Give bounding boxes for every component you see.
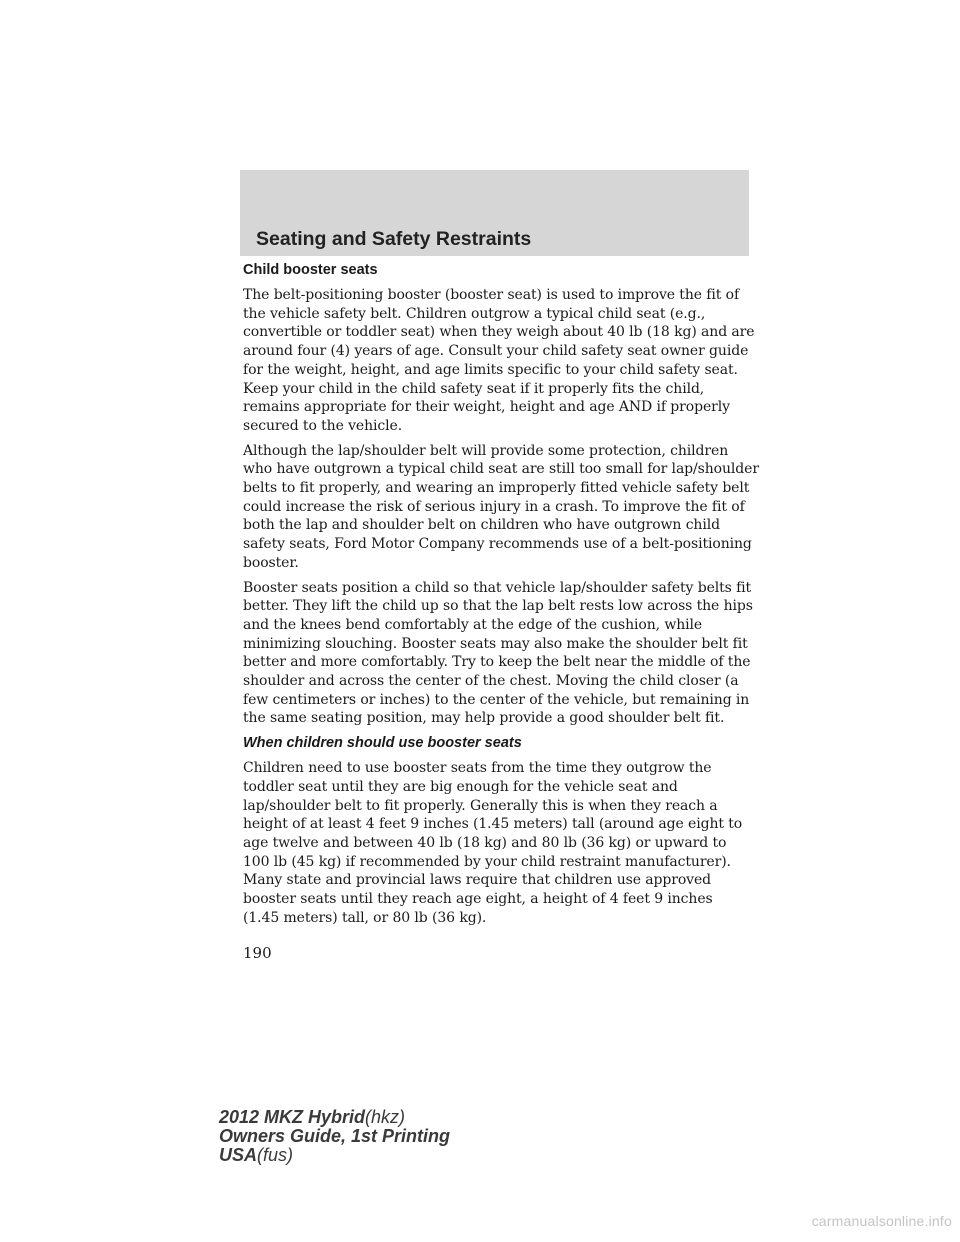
section-header-band [240,170,749,256]
text-line: Although the lap/shoulder belt will provide some protection, children [243,442,729,459]
text-line: toddler seat until they are big enough for the vehicle seat and [243,778,678,795]
text-line: the same seating position, may help provide a good shoulder belt fit. [243,710,725,727]
text-line: few centimeters or inches) to the center of the vehicle, but remaining in [243,691,750,708]
footer-line-1 [219,1108,450,1127]
text-line: Many state and provincial laws require that children use approved [243,872,712,889]
text-line: The belt-positioning booster (booster seat) is used to improve the fit of [243,287,740,303]
section-title: Seating and Safety Restraints [256,228,532,250]
text-line: Keep your child in the child safety seat if it properly fits the child, [243,380,705,397]
paragraph-group-2 [243,759,753,927]
paragraph [243,759,753,927]
text-line: both the lap and shoulder belt on children who have outgrown child [243,517,720,534]
footer-line-2: Owners Guide, 1st Printing [219,1126,451,1146]
page-number: 190 [243,944,272,962]
footer-market-code: (fus) [257,1145,294,1165]
text-line: better. They lift the child up so that the lap belt rests low across the hips [243,598,753,615]
paragraph [243,442,759,573]
subheading: When children should use booster seats [243,735,522,752]
watermark-text: carmanualsonline.info [811,1213,952,1229]
text-line: better and more comfortably. Try to keep the belt near the middle of the [243,654,751,671]
footer-line-3 [219,1146,450,1165]
text-line: Children need to use booster seats from the time they outgrow the [243,760,712,777]
text-line: Booster seats position a child so that vehicle lap/shoulder safety belts fit [243,579,752,596]
text-line: age twelve and between 40 lb (18 kg) and 80 lb (36 kg) or upward to [243,834,727,851]
paragraph [243,286,753,436]
text-line: the vehicle safety belt. Children outgrow a typical child seat (e.g., [243,305,706,322]
text-line: remains appropriate for their weight, height and age AND if properly [243,399,730,416]
footer-model: 2012 MKZ Hybrid [219,1107,366,1127]
text-line: (1.45 meters) tall, or 80 lb (36 kg). [243,909,487,926]
section-heading: Child booster seats [243,262,378,278]
text-line: could increase the risk of serious injury in a crash. To improve the fit of [243,498,745,515]
text-line: for the weight, height, and age limits specific to your child safety seat. [243,361,738,378]
footer-model-code: (hkz) [365,1107,406,1127]
text-line: shoulder and across the center of the chest. Moving the child closer (a [243,673,739,690]
text-line: minimizing slouching. Booster seats may also make the shoulder belt fit [243,635,748,652]
text-line: lap/shoulder belt to fit properly. Generally this is when they reach a [243,797,718,814]
footer-market: USA [219,1145,258,1165]
text-line: and the knees bend comfortably at the edge of the cushion, while [243,616,703,633]
text-line: who have outgrown a typical child seat are still too small for lap/shoulder [243,461,759,478]
text-line: safety seats, Ford Motor Company recommends use of a belt-positioning [243,536,752,553]
paragraph-group-1 [243,286,759,728]
document-footer [219,1108,450,1165]
text-line: booster. [243,554,299,571]
text-line: convertible or toddler seat) when they weigh about 40 lb (18 kg) and are [243,324,755,341]
text-line: secured to the vehicle. [243,417,403,434]
paragraph [243,579,753,729]
text-line: belts to fit properly, and wearing an improperly fitted vehicle safety belt [243,480,750,497]
text-line: around four (4) years of age. Consult your child safety seat owner guide [243,343,749,360]
text-line: 100 lb (45 kg) if recommended by your child restraint manufacturer). [243,853,731,870]
text-line: booster seats until they reach age eight, a height of 4 feet 9 inches [243,891,713,908]
page-body [243,261,759,934]
text-line: height of at least 4 feet 9 inches (1.45 meters) tall (around age eight to [243,816,743,833]
